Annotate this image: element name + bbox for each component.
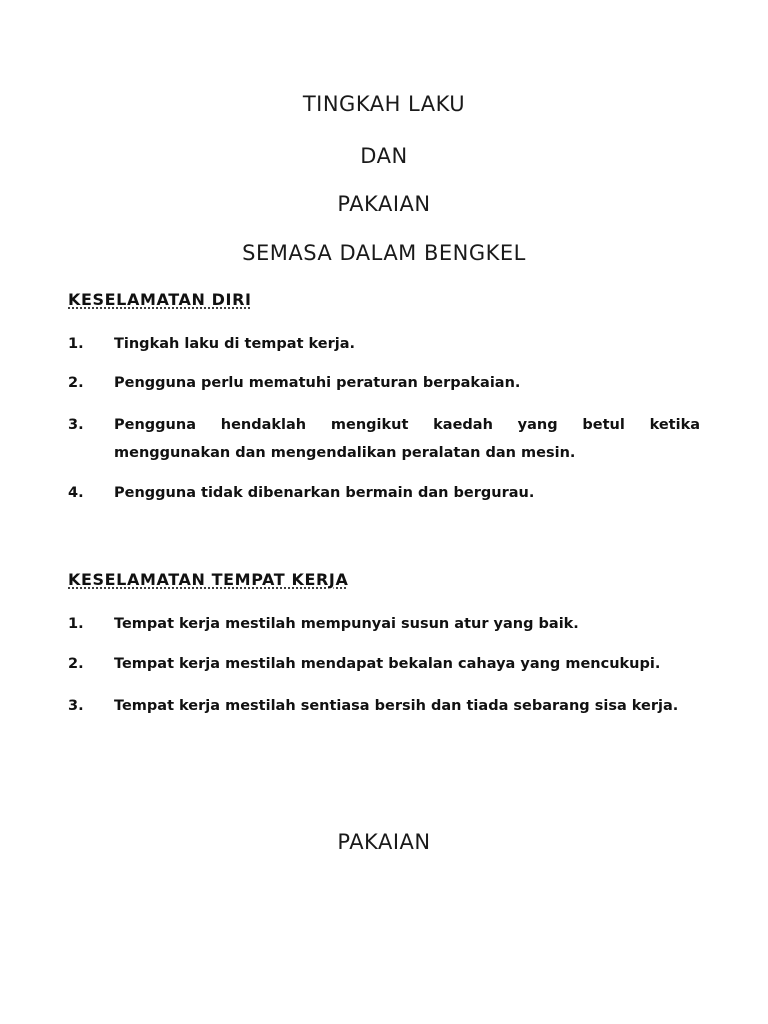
list-item-text: Pengguna tidak dibenarkan bermain dan bergurau. [114,485,535,501]
list-item-number: 2. [68,656,84,672]
list-item-text: Pengguna hendaklah mengikut kaedah yang betul ketika menggunakan dan mengendalikan peralatan dan mesin. [114,417,700,461]
list-item-number: 3. [68,698,84,714]
list-item-number: 4. [68,485,84,501]
list-item-number: 2. [68,375,84,391]
list-item-number: 1. [68,336,84,352]
title-line-4: SEMASA DALAM BENGKEL [242,241,526,265]
title-line-1: TINGKAH LAKU [302,92,466,116]
section-heading-keselamatan-tempat-kerja: KESELAMATAN TEMPAT KERJA [68,570,349,589]
section-heading-keselamatan-diri: KESELAMATAN DIRI [68,290,252,309]
list-item [68,650,700,678]
list-item [68,411,700,467]
title-line-2: DAN [360,144,408,168]
title-line-3: PAKAIAN [337,192,431,216]
list-item [68,369,700,397]
list-item-text: Tempat kerja mestilah mendapat bekalan cahaya yang mencukupi. [114,656,661,672]
list-item-number: 1. [68,616,84,632]
list-item-text: Tempat kerja mestilah sentiasa bersih dan tiada sebarang sisa kerja. [114,698,679,714]
list-item [68,330,700,358]
list-item-text: Pengguna perlu mematuhi peraturan berpakaian. [114,375,521,391]
list-item-number: 3. [68,417,84,433]
list-item [68,692,700,720]
list-item-text: Tempat kerja mestilah mempunyai susun atur yang baik. [114,616,579,632]
list-item [68,610,700,638]
list-item-text: Tingkah laku di tempat kerja. [114,336,356,352]
list-item [68,479,700,507]
section-title-pakaian: PAKAIAN [337,830,431,854]
